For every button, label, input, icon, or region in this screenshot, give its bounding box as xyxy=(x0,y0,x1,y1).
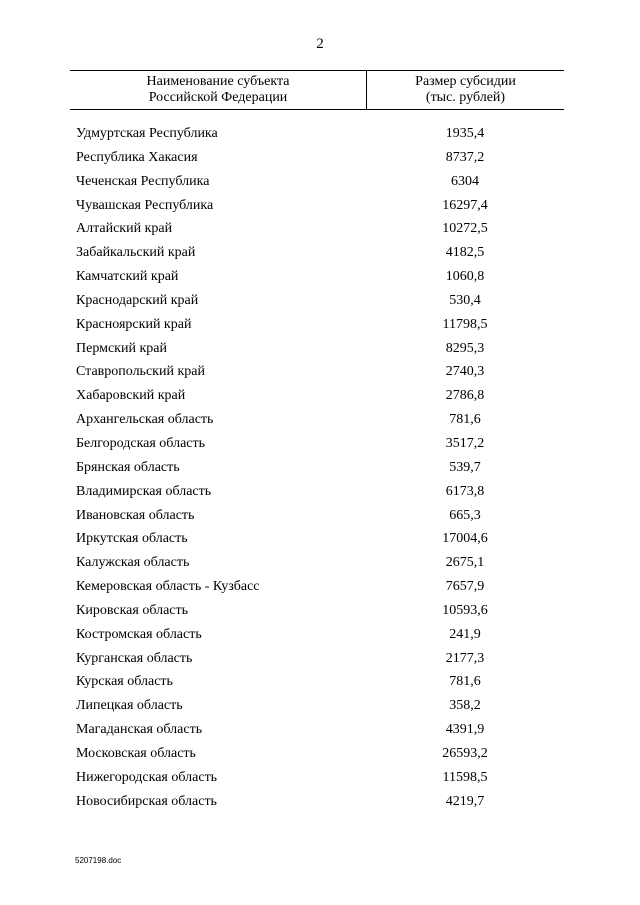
subsidy-value: 530,4 xyxy=(449,292,481,308)
table-row xyxy=(0,670,640,694)
subsidy-value: 10272,5 xyxy=(442,221,488,237)
table-row xyxy=(0,146,640,170)
region-name: Курганская область xyxy=(76,650,193,666)
region-name: Новосибирская область xyxy=(76,793,217,809)
subsidy-value: 358,2 xyxy=(449,698,481,714)
region-name: Красноярский край xyxy=(76,316,192,332)
table-row xyxy=(0,456,640,480)
table-row xyxy=(0,718,640,742)
header-subsidy-size-line-1: Размер субсидии xyxy=(415,74,516,89)
subsidy-value: 6304 xyxy=(451,173,479,189)
region-name: Ивановская область xyxy=(76,507,195,523)
table-row xyxy=(0,742,640,766)
region-name: Забайкальский край xyxy=(76,245,196,261)
table-row xyxy=(0,289,640,313)
table-row xyxy=(0,170,640,194)
table-row xyxy=(0,790,640,814)
header-region-name-line-1: Наименование субъекта xyxy=(146,74,290,89)
subsidy-value: 4219,7 xyxy=(445,793,485,809)
subsidy-value: 2675,1 xyxy=(445,555,485,571)
subsidy-value: 16297,4 xyxy=(442,197,488,213)
subsidy-value: 8295,3 xyxy=(445,340,485,356)
table-row xyxy=(0,337,640,361)
table-row xyxy=(0,551,640,575)
region-name: Краснодарский край xyxy=(76,292,199,308)
subsidy-value: 2740,3 xyxy=(445,364,485,380)
subsidy-value: 3517,2 xyxy=(445,435,485,451)
region-name: Республика Хакасия xyxy=(76,149,198,165)
page-number: 2 xyxy=(316,36,324,52)
subsidy-value: 241,9 xyxy=(449,626,481,642)
subsidy-value: 781,6 xyxy=(449,412,481,428)
region-name: Чувашская Республика xyxy=(76,197,214,213)
region-name: Брянская область xyxy=(76,459,180,475)
region-name: Удмуртская Республика xyxy=(76,126,218,141)
table-row xyxy=(0,527,640,551)
region-name: Московская область xyxy=(76,745,196,761)
region-name: Пермский край xyxy=(76,340,167,356)
subsidy-value: 1935,4 xyxy=(445,126,485,141)
subsidy-value: 665,3 xyxy=(449,507,481,523)
subsidy-value: 8737,2 xyxy=(445,149,485,165)
table-row xyxy=(0,384,640,408)
region-name: Чеченская Республика xyxy=(76,173,210,189)
header-region-name-line-2: Российской Федерации xyxy=(148,90,288,105)
table-row xyxy=(0,313,640,337)
region-name: Костромская область xyxy=(76,626,202,642)
region-name: Хабаровский край xyxy=(76,388,186,404)
subsidy-value: 2786,8 xyxy=(445,388,485,404)
region-name: Алтайский край xyxy=(76,221,173,237)
document-id: 5207198.doc xyxy=(75,856,122,865)
region-name: Камчатский край xyxy=(76,269,179,285)
subsidy-value: 11598,5 xyxy=(442,769,488,785)
table-row xyxy=(0,766,640,790)
subsidy-value: 781,6 xyxy=(449,674,481,690)
subsidy-value: 11798,5 xyxy=(442,316,488,332)
subsidy-value: 17004,6 xyxy=(442,531,488,547)
table-row xyxy=(0,408,640,432)
header-subsidy-size-line-2: (тыс. рублей) xyxy=(425,90,506,105)
table-row xyxy=(0,647,640,671)
table-row xyxy=(0,504,640,528)
region-name: Липецкая область xyxy=(76,698,183,714)
region-name: Кировская область xyxy=(76,602,189,618)
table-row xyxy=(0,122,640,146)
region-name: Белгородская область xyxy=(76,435,206,451)
region-name: Курская область xyxy=(76,674,173,690)
subsidy-value: 26593,2 xyxy=(442,745,488,761)
table-row xyxy=(0,217,640,241)
region-name: Калужская область xyxy=(76,555,190,571)
subsidy-value: 1060,8 xyxy=(445,269,485,285)
table-row xyxy=(0,575,640,599)
table-row xyxy=(0,360,640,384)
region-name: Владимирская область xyxy=(76,483,212,499)
subsidy-value: 4182,5 xyxy=(445,245,485,261)
subsidy-value: 539,7 xyxy=(449,459,481,475)
subsidy-value: 4391,9 xyxy=(445,722,485,738)
header-subsidy-size xyxy=(367,74,564,106)
header-region-name xyxy=(70,74,366,106)
region-name: Ставропольский край xyxy=(76,364,205,380)
table-row xyxy=(0,265,640,289)
subsidy-value: 7657,9 xyxy=(445,579,485,595)
region-name: Архангельская область xyxy=(76,412,214,428)
subsidy-value: 2177,3 xyxy=(445,650,485,666)
table-row xyxy=(0,480,640,504)
region-name: Магаданская область xyxy=(76,722,203,738)
table-header xyxy=(70,70,564,110)
subsidy-value: 10593,6 xyxy=(442,602,488,618)
table-row xyxy=(0,241,640,265)
region-name: Иркутская область xyxy=(76,531,188,547)
table-row xyxy=(0,432,640,456)
region-name: Кемеровская область - Кузбасс xyxy=(76,579,260,595)
table-row xyxy=(0,194,640,218)
table-row xyxy=(0,694,640,718)
subsidy-value: 6173,8 xyxy=(445,483,485,499)
table-body xyxy=(0,122,640,813)
table-row xyxy=(0,623,640,647)
region-name: Нижегородская область xyxy=(76,769,218,785)
table-row xyxy=(0,599,640,623)
